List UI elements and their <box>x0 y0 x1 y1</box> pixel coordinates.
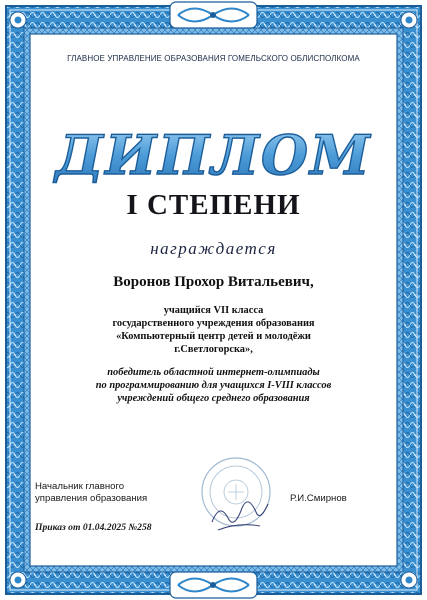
diploma-title <box>32 118 395 188</box>
signatory-title-line: Начальник главного <box>35 481 125 492</box>
achievement-text <box>32 366 395 405</box>
achievement-line: по программированию для учащихся I-VIII классов <box>95 380 332 391</box>
degree-title: I СТЕПЕНИ <box>126 189 301 221</box>
diploma-content <box>32 36 395 564</box>
achievement-line: учреждений общего среднего образования <box>117 393 310 404</box>
issuing-organization: ГЛАВНОЕ УПРАВЛЕНИЕ ОБРАЗОВАНИЯ ГОМЕЛЬСКОГО ОБЛИСПОЛКОМА <box>67 54 360 63</box>
achievement-line: победитель областной интернет-олимпиады <box>107 367 320 378</box>
signatory-name: Р.И.Смирнов <box>290 493 347 504</box>
bottom-ornament <box>170 572 257 598</box>
info-line: учащийся VII класса <box>163 305 264 316</box>
recipient-name: Воронов Прохор Витальевич, <box>113 274 314 290</box>
signatory-title <box>35 481 147 505</box>
recipient-info <box>32 304 395 356</box>
top-ornament <box>170 2 257 28</box>
signatory-title-line: управления образования <box>35 493 148 504</box>
order-reference: Приказ от 01.04.2025 №258 <box>35 522 152 533</box>
info-line: государственного учреждения образования <box>112 318 315 329</box>
diploma-title-text: ДИПЛОМ <box>55 123 372 187</box>
info-line: г.Светлогорска», <box>174 344 253 355</box>
awarded-caption: награждается <box>150 239 277 258</box>
official-stamp <box>198 452 278 542</box>
info-line: «Компьютерный центр детей и молодёжи <box>116 331 311 342</box>
